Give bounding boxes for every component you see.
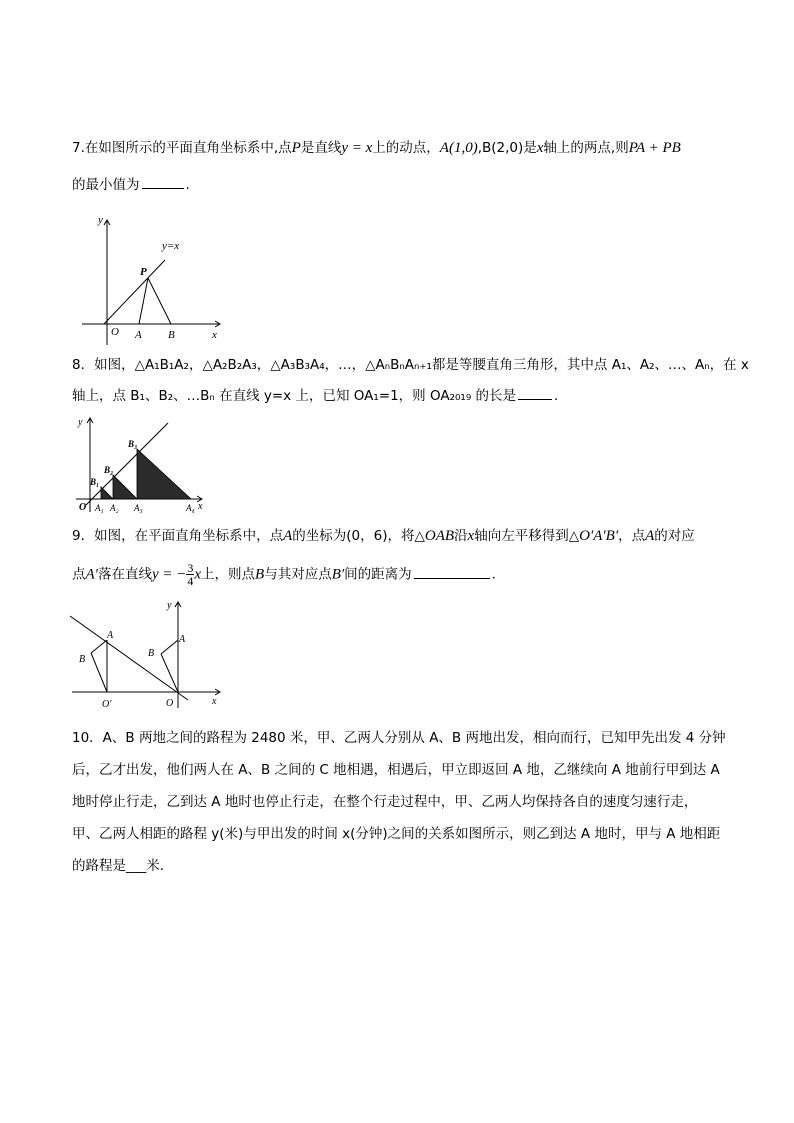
q10-line-5: 的路程是___米． (72, 858, 174, 874)
q9-label-O1: O′ (102, 699, 112, 710)
q9-label-A1: A (107, 630, 114, 641)
q9-label-y: y (167, 600, 172, 611)
q8-label-A3: A₃ (134, 503, 143, 513)
answer-blank (414, 577, 490, 579)
answer-blank (142, 187, 184, 189)
q9-label-x: x (212, 696, 217, 707)
q7-label-line: y=x (162, 240, 180, 252)
q8-line-2: 轴上，点 B₁、B₂、…Bₙ 在直线 y=x 上，已知 OA₁=1，则 OA₂₀₁₉ 的长是 . (72, 388, 559, 404)
fraction: $\frac{3}{4}$ (187, 561, 194, 588)
q7-figure (70, 205, 230, 345)
q7-label-A: A (135, 329, 142, 341)
q8-label-B2: B₂ (104, 465, 114, 475)
q8-label-x: x (198, 501, 203, 512)
q8-line-1: 8．如图，△A₁B₁A₂，△A₂B₂A₃，△A₃B₃A₄，…，△AₙBₙAₙ₊₁都是等腰直角三角形，其中点 A₁、A₂、…、Aₙ，在 x (72, 357, 749, 373)
q8-label-A4: A₄ (186, 503, 195, 513)
q7-label-O: O (111, 326, 119, 338)
q8-label-A2: A₂ (110, 503, 119, 513)
q8-figure (70, 412, 220, 517)
q9-label-A2: A (179, 634, 186, 645)
q7-label-P: P (140, 266, 147, 278)
q8-label-B3: B₃ (128, 439, 138, 449)
q10-line-4: 甲、乙两人相距的路程 y(米)与甲出发的时间 x(分钟)之间的关系如图所示，则乙到达 A 地时，甲与 A 地相距 (72, 826, 721, 842)
q8-label-y: y (78, 417, 83, 428)
q10-line-2: 后，乙才出发，他们两人在 A、B 之间的 C 地相遇，相遇后，甲立即返回 A 地，乙继续向 A 地前行甲到达 A (72, 762, 720, 778)
answer-blank (518, 398, 552, 400)
q8-label-O: O (79, 502, 87, 513)
q9-figure (70, 596, 230, 714)
q7-line-1: 7.在如图所示的平面直角坐标系中,点P是直线y = x上的动点，A(1,0),B(2,0)是x轴上的两点,则PA + PB (72, 140, 681, 156)
q9-label-O: O (166, 698, 174, 709)
q9-label-B1: B (79, 654, 86, 665)
q10-line-3: 地时停止行走，乙到达 A 地时也停止行走，在整个行走过程中，甲、乙两人均保持各自的速度匀速行走， (72, 794, 698, 810)
q8-label-A1: A₁ (95, 503, 104, 513)
q7-label-B: B (168, 329, 175, 341)
q7-label-x: x (212, 329, 217, 341)
q7-line-2: 的最小值为 . (72, 177, 190, 193)
q9-line-1: 9．如图，在平面直角坐标系中，点A的坐标为(0，6)，将△OAB沿x轴向左平移得到△O′A′B′，点A的对应 (72, 528, 695, 544)
q7-label-y: y (98, 214, 103, 226)
q8-label-B1: B₁ (90, 477, 100, 487)
q9-label-B2: B (148, 648, 155, 659)
q9-line-2: 点A′落在直线y = − $\frac{3}{4}$ x上，则点B与其对应点B′间的距离为 . (72, 561, 496, 588)
q10-line-1: 10．A、B 两地之间的路程为 2480 米，甲、乙两人分别从 A、B 两地出发，相向而行，已知甲先出发 4 分钟 (72, 730, 726, 746)
